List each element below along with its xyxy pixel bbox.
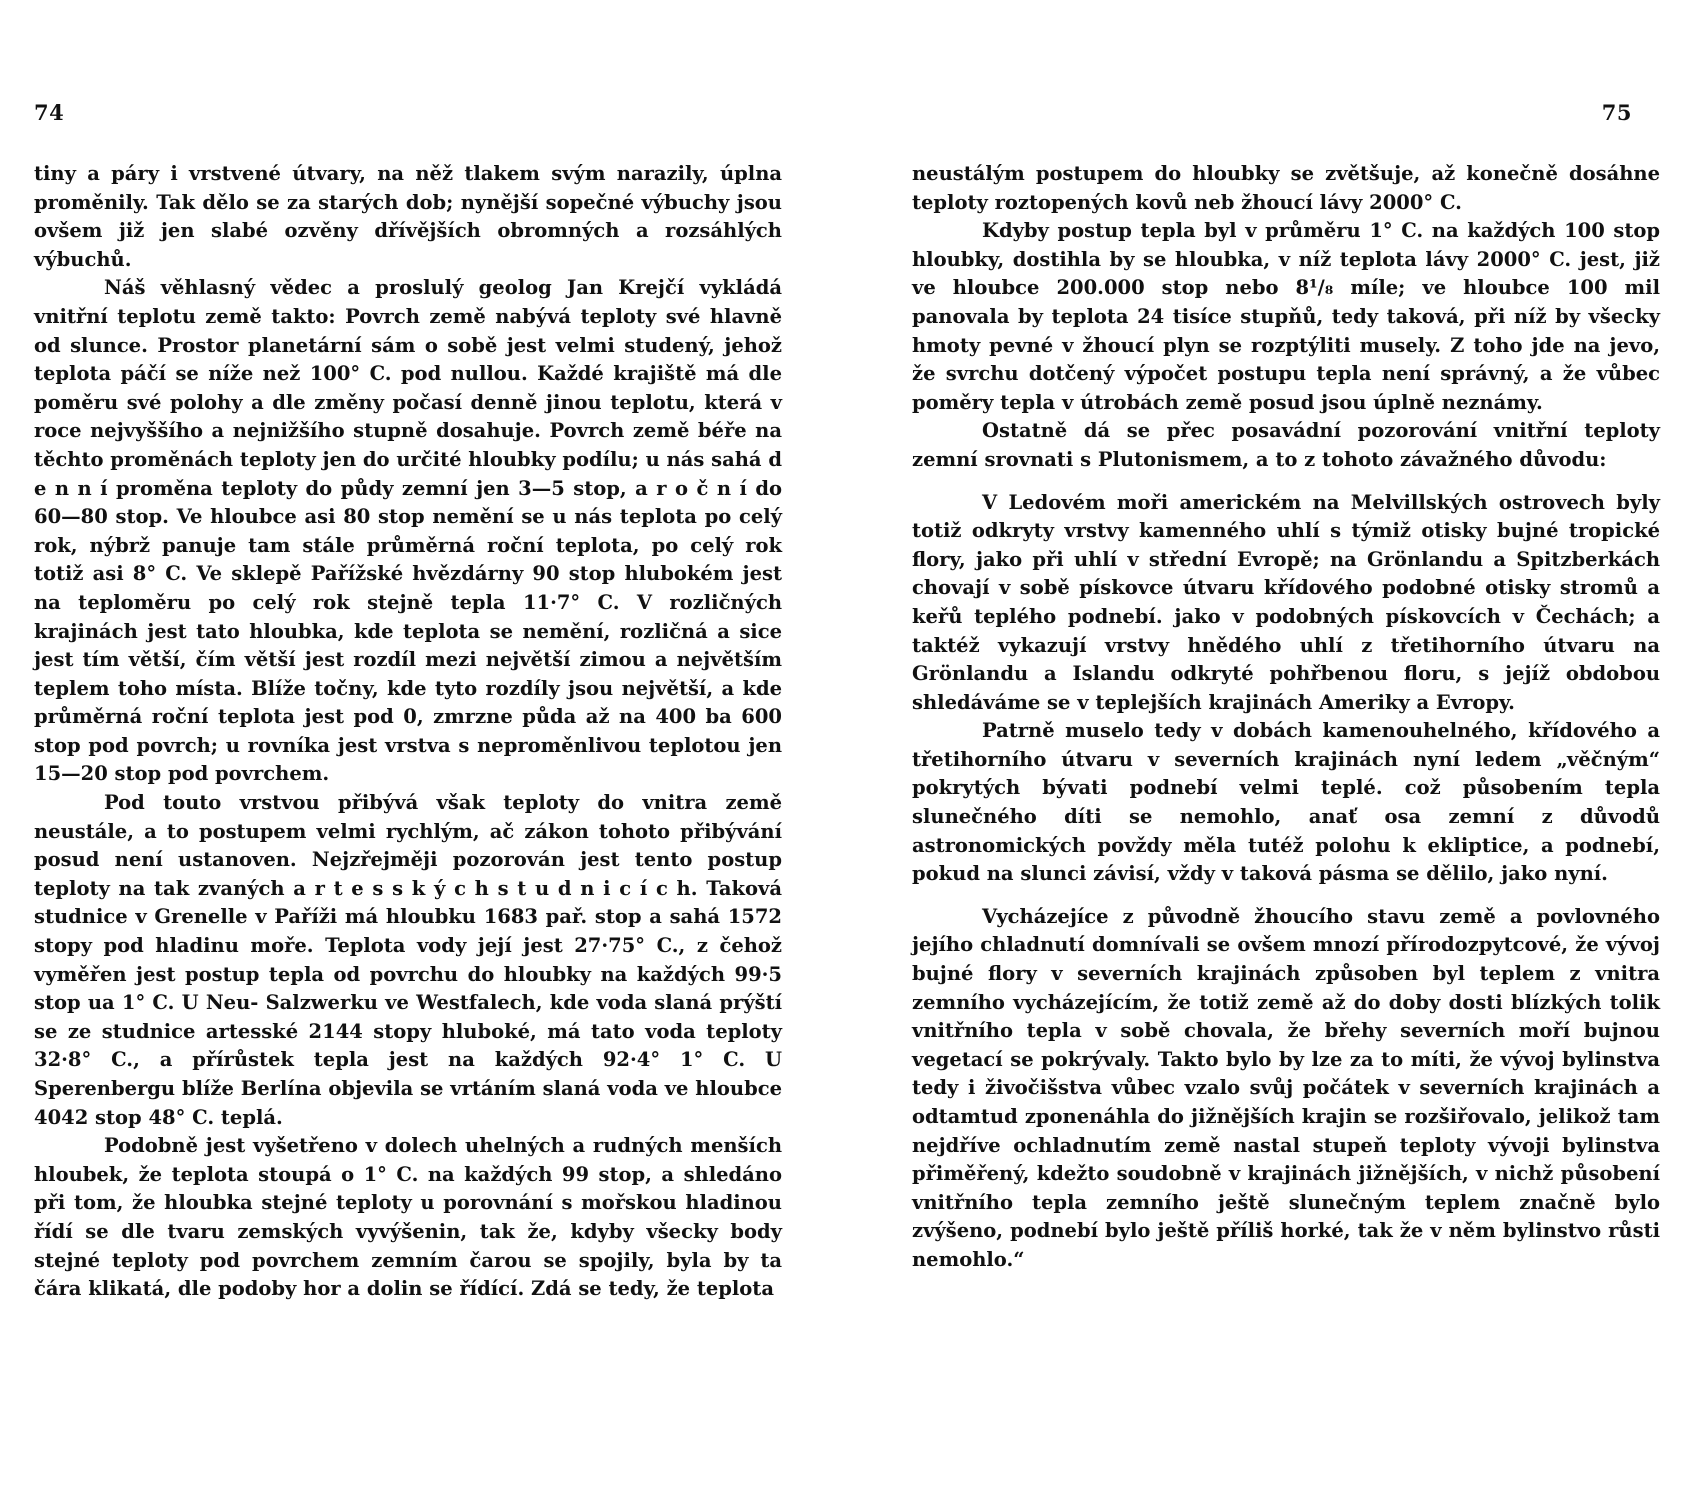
page-number-left: 74 — [34, 100, 65, 125]
paragraph: Kdyby postup tepla byl v průměru 1° C. na každých 100 stop hloubky, dostihla by se hloubka, v níž teplota lávy 2000° C. jest, již ve hloubce 200.000 stop nebo 8¹/₈ míle; ve hloubce 100 mil panovala by teplota 24 tisíce stupňů, tedy taková, při níž by všecky hmoty pevné v žhoucí plyn se rozptýliti musely. Z toho jde na jevo, že svrchu dotčený výpočet postupu tepla není správný, a že vůbec poměry tepla v útrobách země posud jsou úplně neznámy. — [912, 219, 1660, 414]
paragraph: Náš věhlasný vědec a proslulý geolog Jan Krejčí vykládá vnitřní teplotu země takto: Povrch země nabývá teploty své hlavně od slunce. Prostor planetární sám o sobě jest velmi studený, jehož teplota páčí se níže než 100° C. pod nullou. Každé krajiště má dle poměru své polohy a dle změny počasí denně jinou teplotu, která v roce nejvyššího a nejnižšího stupně dosahuje. Povrch země béře na těchto proměnách teploty jen do určité hloubky podílu; u nás sahá d e n n í proměna teploty do půdy zemní jen 3—5 stop, a r o č n í do 60—80 stop. Ve hloubce asi 80 stop nemění se u nás teplota po celý rok, nýbrž panuje tam stále průměrná roční teplota, po celý rok totiž asi 8° C. Ve sklepě Pařížské hvězdárny 90 stop hlubokém jest na teploměru po celý rok stejně tepla 11·7° C. V rozličných krajinách jest tato hloubka, kde teplota se nemění, rozličná a sice jest tím větší, čím větší jest rozdíl mezi největší zimou a největším teplem toho místa. Blíže točny, kde tyto rozdíly jsou největší, a kde průměrná roční teplota jest pod 0, zmrzne půda až na 400 ba 600 stop pod povrch; u rovníka jest vrstva s neproměnlivou teplotou jen 15—20 stop pod povrchem. — [34, 276, 782, 786]
paragraph: tiny a páry i vrstvené útvary, na něž tlakem svým narazily, úplna proměnily. Tak dělo se za starých dob; nynější sopečné výbuchy jsou ovšem již jen slabé ozvěny dřívějších obromných a rozsáhlých výbuchů. — [34, 162, 782, 271]
paragraph: Vycházejíce z původně žhoucího stavu země a povlovného jejího chladnutí domnívali se ovšem mnozí přírodozpytcové, že vývoj bujné flory v severních krajinách způsoben byl teplem z vnitra zemního vycházejícím, že totiž země až do doby dosti blízkých tolik vnitřního tepla v sobě chovala, že břehy severních moří bujnou vegetací se pokrývaly. Takto bylo by lze za to míti, že vývoj bylinstva tedy i živočišstva vůbec vzalo svůj počátek v severních krajinách a odtamtud zponenáhla do jižnějších krajin se rozšiřovalo, jelikož tam nejdříve ochladnutím země nastal stupeň teploty vývoji bylinstva přiměřený, kdežto soudobně v krajinách jižnějších, v nichž působení vnitřního tepla zemního ještě slunečným teplem značně bylo zvýšeno, podnebí bylo ještě příliš horké, tak že v něm bylinstvo růsti nemohlo.“ — [912, 904, 1660, 1271]
paragraph: Patrně muselo tedy v dobách kamenouhelného, křídového a třetihorního útvaru v severních krajinách nyní ledem „věčným“ pokrytých bývati podnebí velmi teplé. což působením tepla slunečného díti se nemohlo, anať osa zemní z důvodů astronomických povždy měla tutéž polohu k ekliptice, a podnebí, pokud na slunci závisí, vždy v taková pásma se dělilo, jako nyní. — [912, 719, 1660, 886]
paragraph: neustálým postupem do hloubky se zvětšuje, až konečně dosáhne teploty roztopených kovů neb žhoucí lávy 2000° C. — [912, 162, 1660, 214]
paragraph: V Ledovém moři americkém na Melvillských ostrovech byly totiž odkryty vrstvy kamenného uhlí s týmiž otisky bujné tropické flory, jako při uhlí v střední Evropě; na Grönlandu a Spitzberkách chovají v sobě pískovce útvaru křídového podobné otisky stromů a keřů teplého podnebí. jako v podobných pískovcích v Čechách; a taktéž vykazují vrstvy hnědého uhlí z třetihorního útvaru na Grönlandu a Islandu odkryté pohřbenou floru, s jejíž obdobou shledáváme se v teplejších krajinách Ameriky a Evropy. — [912, 490, 1660, 714]
paragraph: Podobně jest vyšetřeno v dolech uhelných a rudných menších hloubek, že teplota stoupá o 1° C. na každých 99 stop, a shledáno při tom, že hloubka stejné teploty u porovnání s mořskou hladinou řídí se dle tvaru zemských vyvýšenin, tak že, kdyby všecky body stejné teploty pod povrchem zemním čarou se spojily, byla by ta čára klikatá, dle podoby hor a dolin se řídící. Zdá se tedy, že teplota — [34, 1134, 782, 1301]
right-page-text — [912, 160, 1660, 1275]
page-number-right: 75 — [1601, 100, 1632, 125]
left-page-text — [34, 160, 782, 1304]
right-page — [842, 0, 1684, 1500]
paragraph: Ostatně dá se přec posavádní pozorování vnitřní teploty zemní srovnati s Plutonismem, a to z tohoto závažného důvodu: — [912, 419, 1660, 471]
paragraph: Pod touto vrstvou přibývá však teploty do vnitra země neustále, a to postupem velmi rychlým, ač zákon tohoto přibývání posud není ustanoven. Nejzřejměji pozorován jest tento postup teploty na tak zvaných a r t e s s k ý c h s t u d n i c í c h. Taková studnice v Grenelle v Paříži má hloubku 1683 pař. stop a sahá 1572 stopy pod hladinu moře. Teplota vody její jest 27·75° C., z čehož vyměřen jest postup tepla od povrchu do hloubky na každých 99·5 stop ua 1° C. U Neu- Salzwerku ve Westfalech, kde voda slaná prýští se ze studnice artesské 2144 stopy hluboké, má tato voda teploty 32·8° C., a přírůstek tepla jest na každých 92·4° 1° C. U Sperenbergu blíže Berlína objevila se vrtáním slaná voda ve hloubce 4042 stop 48° C. teplá. — [34, 791, 782, 1129]
